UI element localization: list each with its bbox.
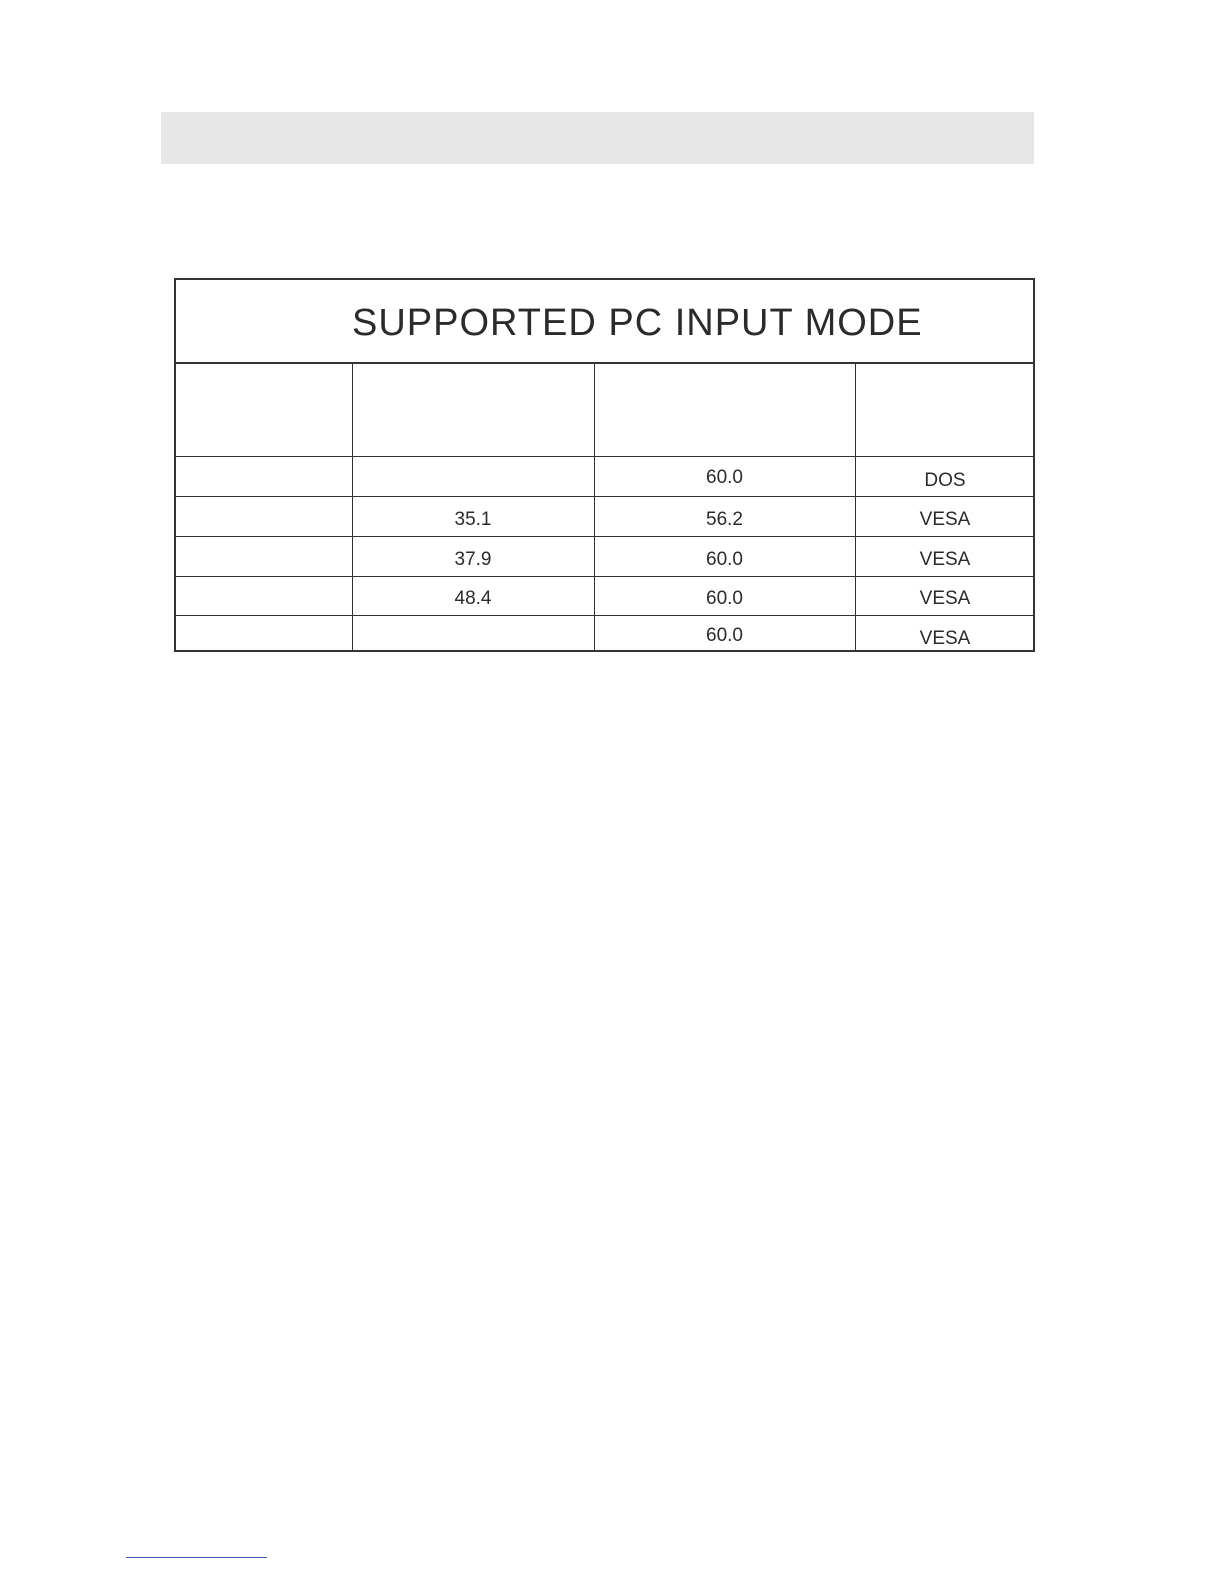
row-divider	[176, 536, 1033, 537]
cell-v-freq: 60.0	[706, 467, 743, 488]
table-title-row	[176, 280, 1033, 364]
cell-standard: VESA	[919, 588, 971, 609]
cell-standard: DOS	[924, 470, 966, 491]
row-divider	[176, 576, 1033, 577]
cell-v-freq: 56.2	[706, 509, 743, 530]
row-divider	[176, 496, 1033, 497]
cell-standard: VESA	[919, 628, 971, 649]
cell-v-freq: 60.0	[706, 588, 743, 609]
row-divider	[176, 456, 1033, 457]
cell-h-freq: 48.4	[454, 588, 492, 609]
cell-v-freq: 60.0	[706, 549, 743, 570]
cell-v-freq: 60.0	[706, 625, 743, 646]
row-divider	[176, 615, 1033, 616]
cell-standard: VESA	[919, 509, 971, 530]
cell-h-freq: 35.1	[454, 509, 492, 530]
cell-h-freq: 37.9	[454, 549, 492, 570]
section-header-band	[161, 112, 1034, 164]
footer-rule	[126, 1557, 267, 1558]
cell-standard: VESA	[919, 549, 971, 570]
pc-input-mode-table	[174, 278, 1035, 652]
table-title: SUPPORTED PC INPUT MODE	[352, 302, 923, 344]
